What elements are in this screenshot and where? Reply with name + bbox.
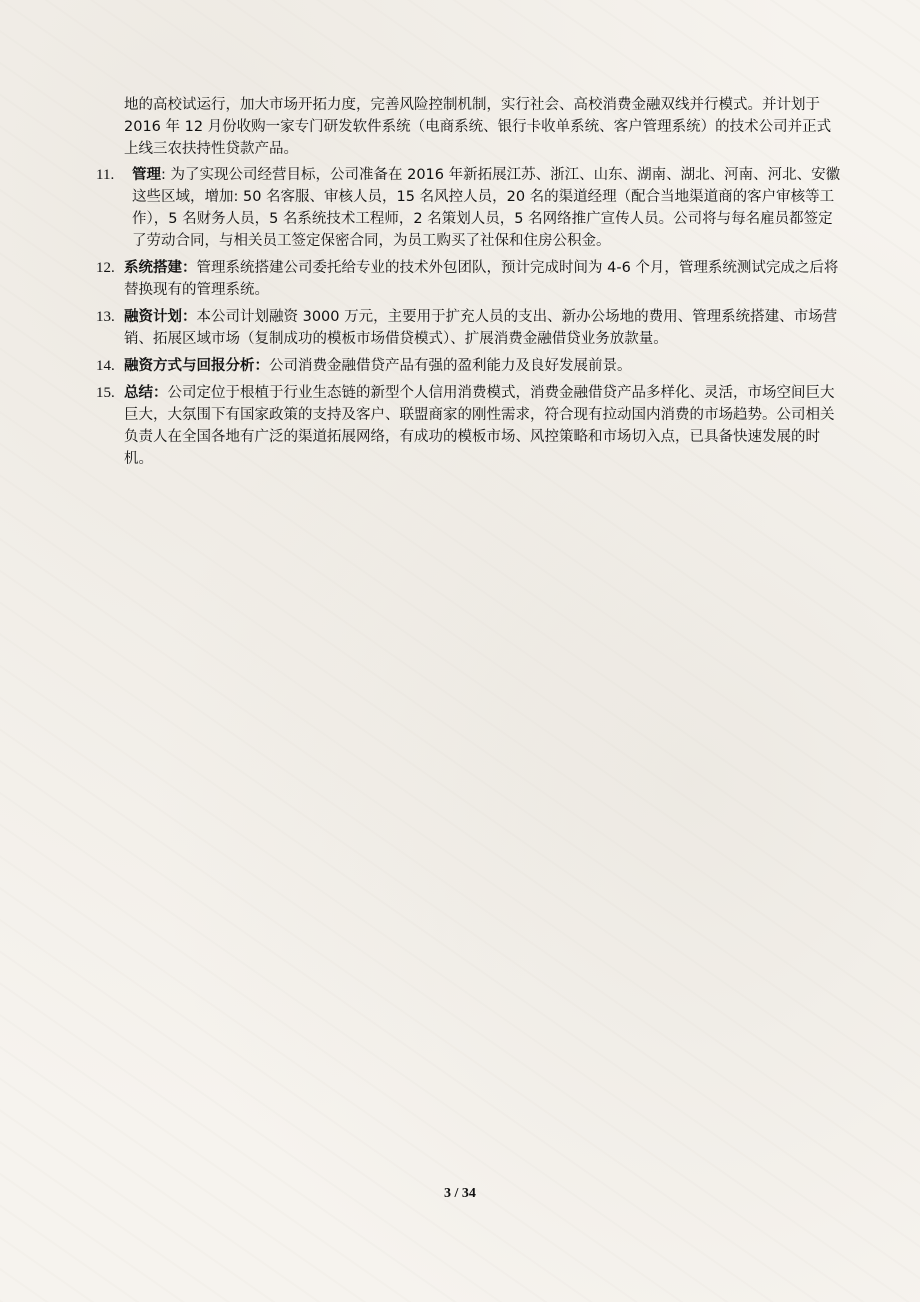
item-body <box>132 164 841 252</box>
item-heading: 融资方式与回报分析： <box>124 358 269 374</box>
item-heading: 系统搭建： <box>124 260 197 276</box>
item-body <box>124 257 841 301</box>
item-heading: 总结： <box>124 385 168 401</box>
item-number: 15. <box>96 385 115 401</box>
item-text: 本公司计划融资 3000 万元，主要用于扩充人员的支出、新办公场地的费用、管理系统搭建、市场营销、拓展区域市场（复制成功的模板市场借贷模式）、扩展消费金融借贷业务放款量。 <box>124 309 838 347</box>
item-number: 14. <box>96 358 115 374</box>
item-text: 公司消费金融借贷产品有强的盈利能力及良好发展前景。 <box>269 358 632 374</box>
list-item-11 <box>96 164 841 252</box>
item-number: 13. <box>96 309 115 325</box>
page-content <box>96 94 841 475</box>
list-item-12 <box>96 257 841 301</box>
list-item-15 <box>96 382 841 470</box>
item-text: : 为了实现公司经营目标，公司准备在 2016 年新拓展江苏、浙江、山东、湖南、湖北、河南、河北、安徽这些区域，增加: 50 名客服、审核人员，15 名风控人员，20 名的渠道经理（配合当地渠道商的客户审核等工作），5 名财务人员，5 名系统技术工程师，2 名策划人员，5 名网络推广宣传人员。公司将与每名雇员都签定了劳动合同，与相关员工签定保密合同，为员工购买了社保和住房公积金。 <box>132 167 841 249</box>
item-body <box>124 355 841 377</box>
continuation-paragraph: 地的高校试运行，加大市场开拓力度，完善风险控制机制，实行社会、高校消费金融双线并行模式。并计划于 2016 年 12 月份收购一家专门研发软件系统（电商系统、银行卡收单系统、客户管理系统）的技术公司并正式上线三农扶持性贷款产品。 <box>124 97 832 157</box>
item-text: 公司定位于根植于行业生态链的新型个人信用消费模式，消费金融借贷产品多样化、灵活，市场空间巨大巨大，大氛围下有国家政策的支持及客户、联盟商家的刚性需求，符合现有拉动国内消费的市场趋势。公司相关负责人在全国各地有广泛的渠道拓展网络，有成功的模板市场、风控策略和市场切入点，已具备快速发展的时机。 <box>124 385 835 467</box>
item-number: 11. <box>96 167 115 183</box>
item-body <box>124 306 841 350</box>
list-item-14 <box>96 355 841 377</box>
item-number: 12. <box>96 260 115 276</box>
item-text: 管理系统搭建公司委托给专业的技术外包团队，预计完成时间为 4-6 个月，管理系统测试完成之后将替换现有的管理系统。 <box>124 260 839 298</box>
page-number: 3 / 34 <box>444 1186 476 1201</box>
item-heading: 融资计划： <box>124 309 197 325</box>
item-heading: 管理 <box>132 167 161 183</box>
list-item-13 <box>96 306 841 350</box>
item-body <box>124 382 841 470</box>
